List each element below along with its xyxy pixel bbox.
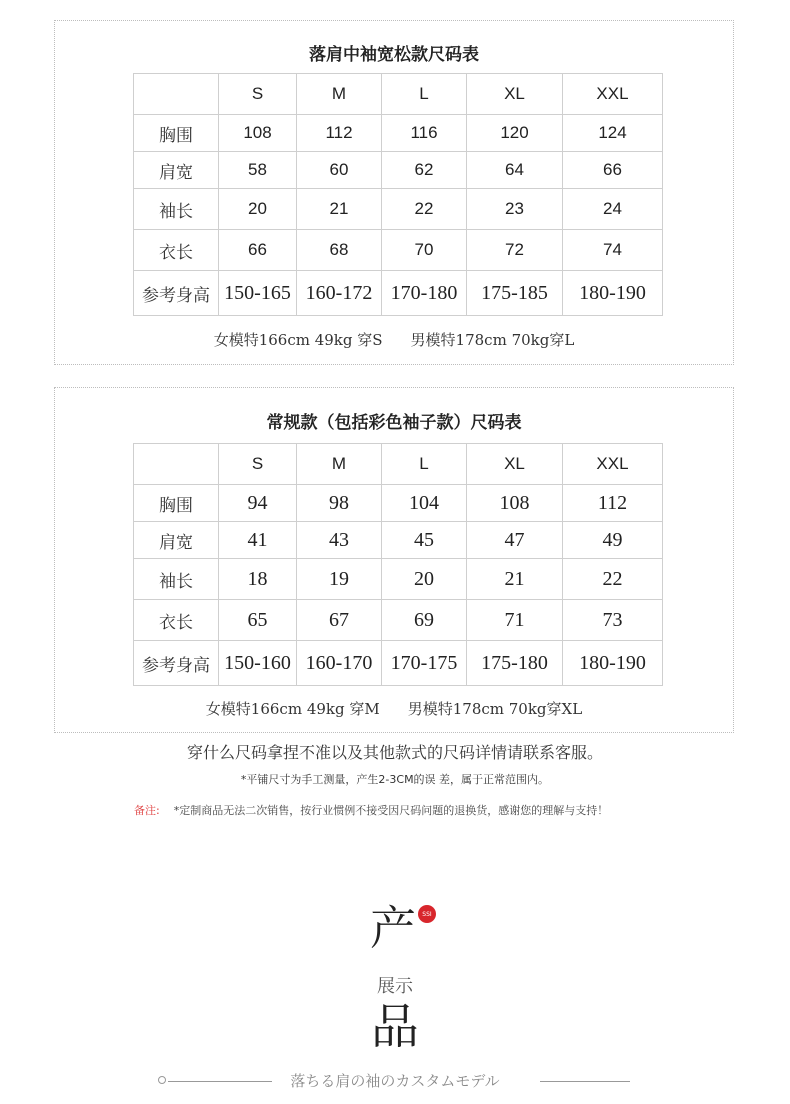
- table-row: [134, 485, 663, 522]
- size-header-row: [134, 74, 663, 115]
- size-value: 104: [382, 485, 467, 522]
- size-value: 64: [467, 152, 563, 189]
- size-value: 22: [382, 189, 467, 230]
- size-value: 180-190: [563, 271, 663, 316]
- size-header: S: [219, 444, 297, 485]
- size-value: 150-165: [219, 271, 297, 316]
- product-heading-char-1: 产: [370, 901, 416, 955]
- size-header: XXL: [563, 444, 663, 485]
- size-value: 18: [219, 559, 297, 600]
- size-value: 24: [563, 189, 663, 230]
- size-value: 108: [219, 115, 297, 152]
- row-label: 胸围: [134, 115, 219, 152]
- row-label: 参考身高: [134, 271, 219, 316]
- divider-caption: 落ちる肩の袖のカスタムモデル: [290, 1072, 500, 1090]
- row-label: 袖长: [134, 559, 219, 600]
- size-value: 58: [219, 152, 297, 189]
- size-value: 112: [563, 485, 663, 522]
- size-chart-panel-2: [54, 387, 734, 733]
- measurement-note: *平铺尺寸为手工测量，产生2-3CM的误 差，属于正常范围内。: [240, 773, 550, 786]
- size-header-row: [134, 444, 663, 485]
- size-value: 21: [467, 559, 563, 600]
- row-label: 肩宽: [134, 152, 219, 189]
- product-heading-subtitle: 展示: [377, 976, 413, 997]
- table-row: [134, 641, 663, 686]
- size-value: 180-190: [563, 641, 663, 686]
- size-value: 66: [563, 152, 663, 189]
- size-value: 49: [563, 522, 663, 559]
- size-value: 94: [219, 485, 297, 522]
- size-value: 20: [382, 559, 467, 600]
- model-info: [55, 329, 733, 350]
- size-value: 72: [467, 230, 563, 271]
- size-value: 120: [467, 115, 563, 152]
- size-value: 45: [382, 522, 467, 559]
- size-header: L: [382, 444, 467, 485]
- size-value: 60: [297, 152, 382, 189]
- male-model-info: 男模特178cm 70kg穿L: [410, 331, 575, 349]
- size-header: XXL: [563, 74, 663, 115]
- table-row: [134, 522, 663, 559]
- size-value: 69: [382, 600, 467, 641]
- size-chart-title-1: 落肩中袖宽松款尺码表: [309, 45, 479, 65]
- size-value: 175-185: [467, 271, 563, 316]
- size-header: XL: [467, 74, 563, 115]
- corner-cell: [134, 444, 219, 485]
- size-consult-note: 穿什么尺码拿捏不准以及其他款式的尺码详情请联系客服。: [186, 743, 603, 762]
- size-value: 41: [219, 522, 297, 559]
- size-value: 71: [467, 600, 563, 641]
- size-value: 73: [563, 600, 663, 641]
- size-table-1: [133, 73, 663, 316]
- row-label: 衣长: [134, 230, 219, 271]
- size-value: 21: [297, 189, 382, 230]
- section-divider: [0, 1070, 790, 1094]
- size-value: 74: [563, 230, 663, 271]
- size-value: 20: [219, 189, 297, 230]
- size-header: XL: [467, 444, 563, 485]
- size-value: 47: [467, 522, 563, 559]
- size-value: 66: [219, 230, 297, 271]
- remark-text: *定制商品无法二次销售，按行业惯例不接受因尺码问题的退换货，感谢您的理解与支持！: [173, 804, 609, 817]
- divider-line-right: [540, 1081, 630, 1082]
- size-header: M: [297, 444, 382, 485]
- female-model-info: 女模特166cm 49kg 穿S: [213, 331, 383, 349]
- size-value: 23: [467, 189, 563, 230]
- model-info: [55, 698, 733, 719]
- ssi-badge-icon: SSI: [418, 905, 436, 923]
- size-value: 70: [382, 230, 467, 271]
- size-header: M: [297, 74, 382, 115]
- size-table-2: [133, 443, 663, 686]
- size-value: 43: [297, 522, 382, 559]
- size-value: 170-175: [382, 641, 467, 686]
- table-row: [134, 189, 663, 230]
- size-value: 22: [563, 559, 663, 600]
- product-heading-char-2: 品: [370, 999, 419, 1055]
- size-value: 150-160: [219, 641, 297, 686]
- size-chart-title-2: 常规款（包括彩色袖子款）尺码表: [266, 413, 522, 433]
- size-value: 67: [297, 600, 382, 641]
- size-value: 175-180: [467, 641, 563, 686]
- row-label: 肩宽: [134, 522, 219, 559]
- table-row: [134, 600, 663, 641]
- size-value: 65: [219, 600, 297, 641]
- table-row: [134, 271, 663, 316]
- row-label: 袖长: [134, 189, 219, 230]
- size-value: 108: [467, 485, 563, 522]
- size-header: L: [382, 74, 467, 115]
- size-value: 160-172: [297, 271, 382, 316]
- table-row: [134, 152, 663, 189]
- size-value: 62: [382, 152, 467, 189]
- size-header: S: [219, 74, 297, 115]
- remark-label: 备注:: [134, 804, 160, 817]
- size-value: 116: [382, 115, 467, 152]
- row-label: 参考身高: [134, 641, 219, 686]
- row-label: 衣长: [134, 600, 219, 641]
- table-row: [134, 115, 663, 152]
- male-model-info: 男模特178cm 70kg穿XL: [407, 700, 583, 718]
- corner-cell: [134, 74, 219, 115]
- size-value: 112: [297, 115, 382, 152]
- size-chart-panel-1: [54, 20, 734, 365]
- table-row: [134, 230, 663, 271]
- row-label: 胸围: [134, 485, 219, 522]
- size-value: 98: [297, 485, 382, 522]
- size-value: 124: [563, 115, 663, 152]
- remark-note: [134, 802, 608, 818]
- size-value: 170-180: [382, 271, 467, 316]
- table-row: [134, 559, 663, 600]
- size-value: 19: [297, 559, 382, 600]
- size-value: 160-170: [297, 641, 382, 686]
- size-value: 68: [297, 230, 382, 271]
- female-model-info: 女模特166cm 49kg 穿M: [205, 700, 380, 718]
